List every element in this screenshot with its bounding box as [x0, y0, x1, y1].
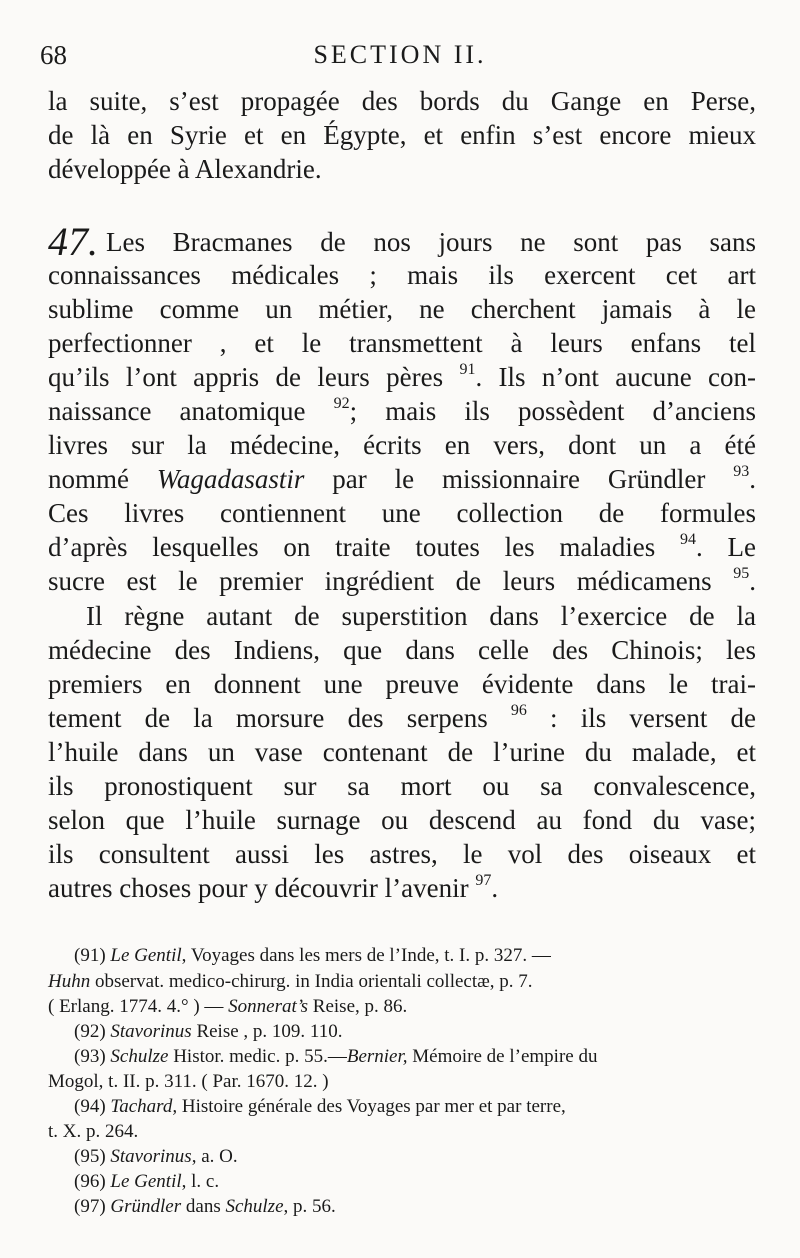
footnote-95: (95) Stavorinus, a. O. [74, 1146, 238, 1167]
footnote-92: (92) Stavorinus Reise , p. 109. 110. [74, 1021, 343, 1042]
text-line: Ces livres contiennent une collection de formules [48, 498, 756, 528]
footnote-93: (93) Schulze Histor. medic. p. 55.—Bernier, Mémoire de l’empire du [74, 1046, 598, 1067]
text-line: connaissances médicales ; mais ils exercent cet art [48, 260, 756, 290]
text-line: autres choses pour y découvrir l’avenir $^{97}$. [48, 872, 499, 903]
footnote-97: (97) Gründler dans Schulze, p. 56. [74, 1196, 336, 1217]
footnote-94-cont: t. X. p. 264. [48, 1121, 139, 1142]
page-number: 68 [40, 40, 67, 70]
footnote-ref: 92 [333, 395, 350, 412]
footnote-ref: 91 [459, 361, 476, 378]
text-line: médecine des Indiens, que dans celle des Chinois; les [48, 635, 756, 665]
book-title: Wagadasastir [156, 464, 305, 494]
text-line: livres sur la médecine, écrits en vers, dont un a été [48, 430, 756, 460]
section-number: 47. [48, 219, 98, 264]
text-line: sucre est le premier ingrédient de leurs médicamens $^{95}$. [48, 565, 756, 596]
text-line: d’après lesquelles on traite toutes les maladies $^{94}$. Le [48, 531, 756, 562]
page-header [40, 40, 760, 80]
text-line: perfectionner , et le transmettent à leurs enfans tel [48, 328, 756, 358]
footnote-ref: 97 [475, 872, 492, 889]
text-line: tement de la morsure des serpens $^{96}$ : ils versent de [48, 702, 756, 733]
footnote-91-cont: Huhn observat. medico-chirurg. in India orientali collectæ, p. 7. [48, 971, 533, 992]
text-line: ils consultent aussi les astres, le vol des oiseaux et [48, 839, 756, 869]
footnote-93-cont: Mogol, t. II. p. 311. ( Par. 1670. 12. ) [48, 1071, 329, 1092]
footnote-94: (94) Tachard, Histoire générale des Voyages par mer et par terre, [74, 1096, 566, 1117]
text-line: développée à Alexandrie. [48, 154, 322, 184]
text-line: l’huile dans un vase contenant de l’urine du malade, et [48, 737, 756, 767]
footnote-ref: 96 [510, 702, 527, 719]
text-line: ils pronostiquent sur sa mort ou sa convalescence, [48, 771, 756, 801]
footnote-91-cont: ( Erlang. 1774. 4.° ) — Sonnerat’s Reise, p. 86. [48, 996, 408, 1017]
footnote-ref: 94 [680, 531, 697, 548]
text-line: nommé Wagadasastir par le missionnaire Gründler $^{93}$. [48, 463, 756, 494]
footnote-ref: 93 [733, 463, 750, 480]
text-line: sublime comme un métier, ne cherchent jamais à le [48, 294, 756, 324]
footnote-91: (91) Le Gentil, Voyages dans les mers de l’Inde, t. I. p. 327. — [74, 945, 551, 966]
text-line: qu’ils l’ont appris de leurs pères $^{91}$. Ils n’ont aucune con- [48, 361, 757, 392]
text-line: premiers en donnent une preuve évidente dans le trai- [48, 669, 756, 699]
text-line: naissance anatomique $^{92}$; mais ils possèdent d’anciens [48, 395, 756, 426]
section-first-line: 47. Les Bracmanes de nos jours ne sont pas sans [48, 219, 756, 264]
running-head: SECTION II. [313, 40, 487, 69]
text-line: Il règne autant de superstition dans l’exercice de la [86, 601, 756, 631]
text-line: de là en Syrie et en Égypte, et enfin s’est encore mieux [48, 120, 756, 150]
text-line: selon que l’huile surnage ou descend au fond du vase; [48, 805, 756, 835]
text-line: la suite, s’est propagée des bords du Gange en Perse, [48, 86, 756, 116]
footnote-ref: 95 [733, 565, 750, 582]
footnote-96: (96) Le Gentil, l. c. [74, 1171, 220, 1192]
